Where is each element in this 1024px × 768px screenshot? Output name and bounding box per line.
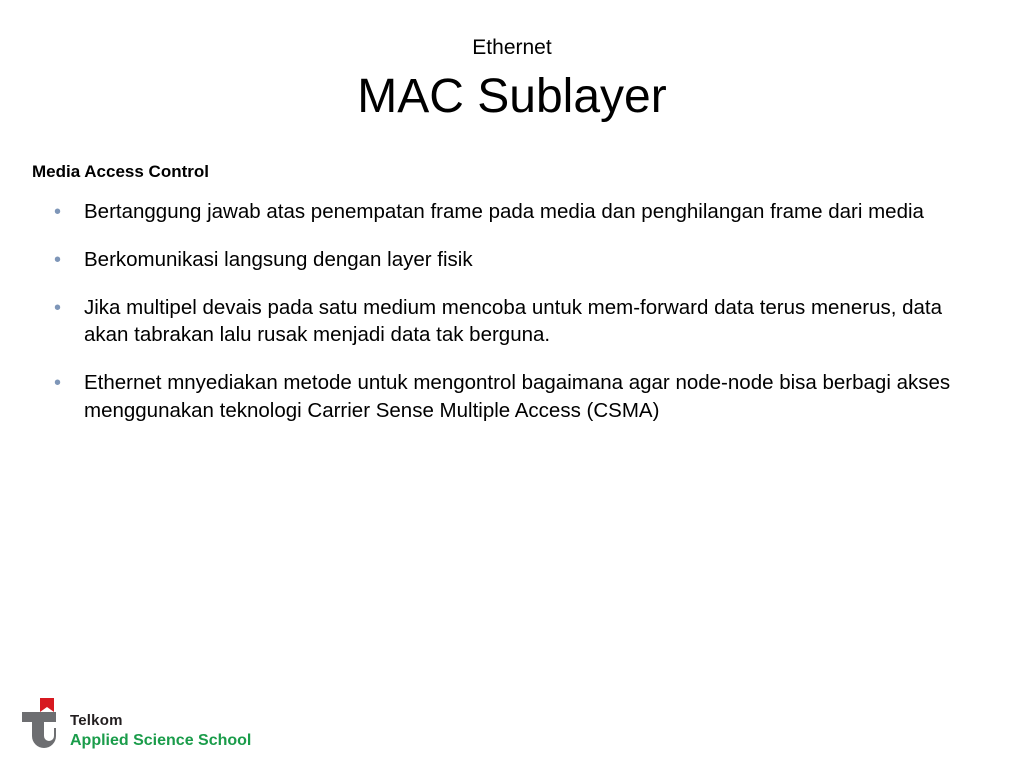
- list-item: [32, 294, 982, 348]
- logo-text: [70, 713, 251, 752]
- bullet-list: [32, 198, 982, 423]
- list-item: [32, 198, 982, 225]
- slide-eyebrow: Ethernet: [472, 36, 552, 59]
- slide-body: [0, 162, 1024, 423]
- list-item: [32, 246, 982, 273]
- list-item-text: Jika multipel devais pada satu medium mencoba untuk mem-forward data terus menerus, data akan tabrakan lalu rusak menjadi data tak berguna.: [84, 296, 943, 347]
- list-item-text: Berkomunikasi langsung dengan layer fisik: [84, 248, 473, 272]
- bullet-icon: •: [54, 372, 62, 395]
- section-heading: Media Access Control: [32, 162, 209, 182]
- bullet-icon: •: [54, 201, 62, 224]
- logo-brand-tagline: Applied Science School: [70, 731, 252, 749]
- page-title: MAC Sublayer: [357, 70, 667, 124]
- footer-logo: [16, 696, 251, 752]
- logo-brand-name: Telkom: [70, 712, 123, 730]
- slide-title-block: [0, 0, 1024, 124]
- bullet-icon: •: [54, 297, 62, 320]
- telkom-logo-icon: [16, 696, 62, 752]
- list-item-text: Ethernet mnyediakan metode untuk mengontrol bagaimana agar node-node bisa berbagi akses menggunakan teknologi Carrier Sense Multiple Access (CSMA): [84, 371, 951, 422]
- bullet-icon: •: [54, 249, 62, 272]
- list-item: [32, 369, 982, 423]
- list-item-text: Bertanggung jawab atas penempatan frame pada media dan penghilangan frame dari media: [84, 200, 924, 224]
